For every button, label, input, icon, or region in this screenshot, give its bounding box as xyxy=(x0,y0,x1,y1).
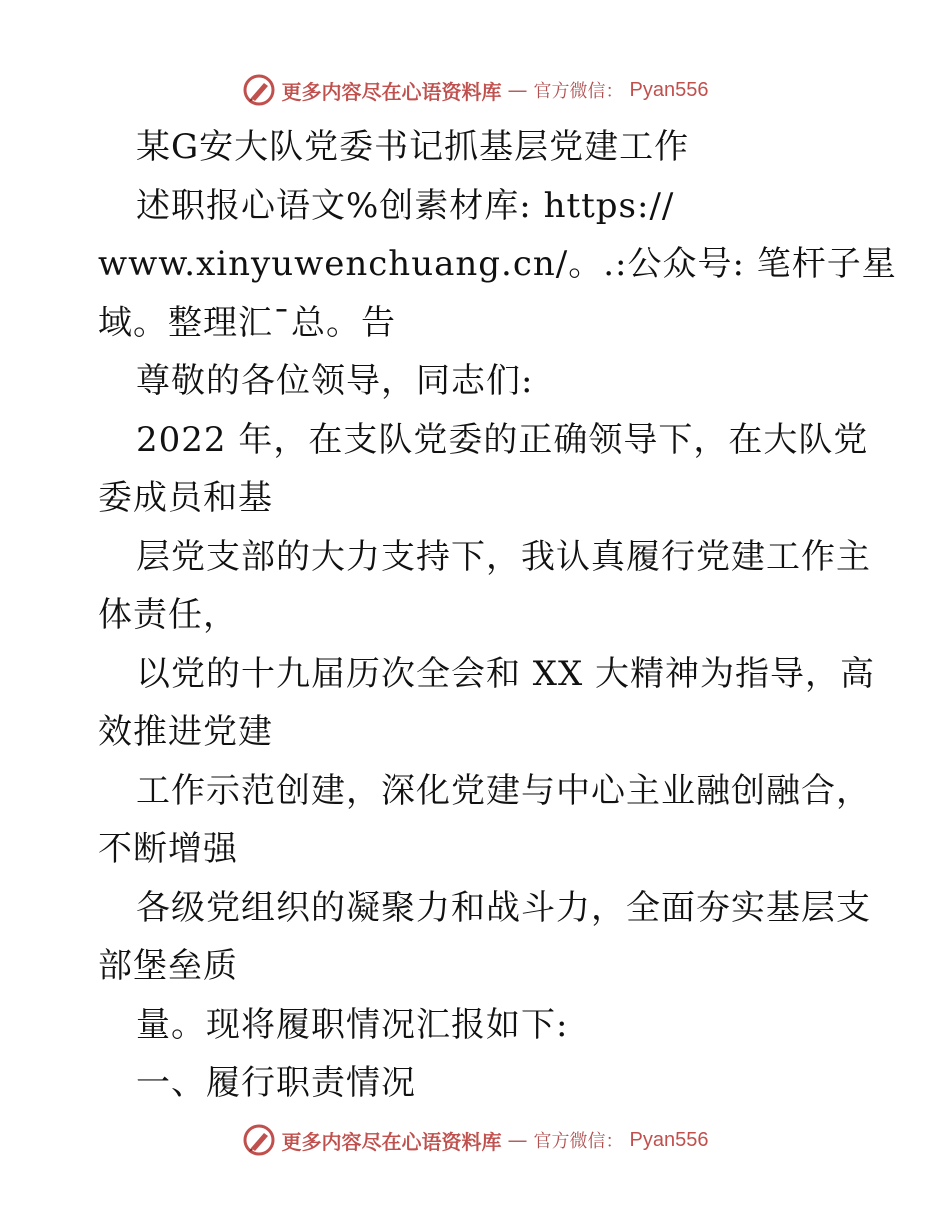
watermark-official-label: 官方微信： xyxy=(533,1131,624,1152)
text-line: 各级党组织的凝聚力和战斗力，全面夯实基层支 xyxy=(136,887,871,928)
text-line: 尊敬的各位领导，同志们: xyxy=(136,361,534,401)
text-line: 效推进党建 xyxy=(98,712,273,752)
watermark-dash: — xyxy=(507,78,528,102)
footer-watermark xyxy=(0,1120,950,1160)
text-line: 委成员和基 xyxy=(98,478,273,518)
text-line: 量。现将履职情况汇报如下: xyxy=(136,1004,569,1045)
text-line: 部堡垒质 xyxy=(98,946,238,986)
pen-logo-icon xyxy=(242,1123,276,1157)
text-line: 以党的十九届历次全会和 XX 大精神为指导，高 xyxy=(136,653,876,694)
watermark-wechat-id: Pyan556 xyxy=(629,78,709,101)
watermark-dash: — xyxy=(507,1128,528,1152)
text-line: 工作示范创建，深化党建与中心主业融创融合， xyxy=(136,770,871,811)
watermark-official-label: 官方微信： xyxy=(533,81,624,102)
watermark-main-text: 更多内容尽在心语资料库 xyxy=(281,79,502,104)
text-line: 层党支部的大力支持下，我认真履行党建工作主 xyxy=(136,536,871,577)
text-line: 体责任， xyxy=(98,595,238,635)
watermark-wechat-id: Pyan556 xyxy=(629,1128,709,1151)
text-line: 不断增强 xyxy=(98,829,238,869)
text-line: 域。整理汇¯总。告 xyxy=(98,302,396,343)
pen-logo-icon xyxy=(242,73,276,107)
text-line: www.xinyuwenchuang.cn/。.:公众号: 笔杆子星 xyxy=(98,244,897,284)
header-watermark xyxy=(0,70,950,110)
text-line: 一、履行职责情况 xyxy=(136,1063,416,1103)
text-line: 某G安大队党委书记抓基层党建工作 xyxy=(136,127,690,167)
document-body xyxy=(98,118,897,1113)
text-line: 2022 年，在支队党委的正确领导下，在大队党 xyxy=(136,419,869,460)
watermark-main-text: 更多内容尽在心语资料库 xyxy=(281,1129,502,1154)
text-line: 述职报心语文%创素材库: https:// xyxy=(136,185,675,226)
